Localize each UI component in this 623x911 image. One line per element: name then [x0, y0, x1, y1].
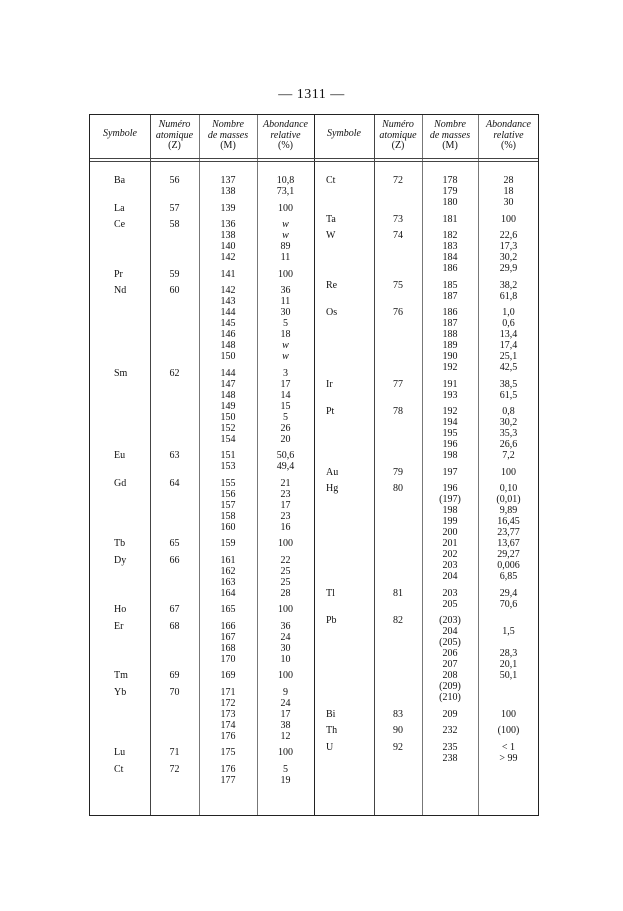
mass-number: 200	[442, 527, 458, 538]
mass-number: 139	[220, 202, 236, 214]
relative-abundance: 10,8	[276, 175, 295, 186]
relative-abundance: 16,45	[497, 516, 520, 527]
relative-abundance: w	[282, 230, 289, 241]
relative-abundance: 17	[280, 499, 291, 511]
relative-abundance: 5	[283, 763, 288, 775]
mass-number: 190	[442, 351, 458, 362]
element-symbol: La	[114, 202, 125, 214]
mass-number: (205)	[439, 637, 461, 648]
atomic-number: 57	[169, 202, 180, 214]
mass-number: 182	[442, 230, 458, 241]
relative-abundance: 35,3	[499, 428, 518, 439]
relative-abundance: > 99	[499, 752, 518, 764]
relative-abundance: 100	[501, 708, 516, 720]
atomic-number: 90	[393, 725, 403, 736]
relative-abundance: 9	[283, 686, 288, 698]
mass-number: 203	[442, 587, 458, 599]
element-symbol: Ir	[326, 378, 333, 390]
atomic-number: 75	[393, 279, 403, 291]
relative-abundance: 13,67	[497, 538, 520, 549]
header-symbole-left: Symbole	[103, 128, 137, 139]
mass-number: 144	[220, 367, 236, 379]
relative-abundance: 38,2	[499, 279, 518, 291]
mass-number: 171	[220, 686, 236, 698]
mass-number: 186	[442, 263, 458, 274]
atomic-number: 70	[169, 686, 180, 698]
element-symbol: Sm	[114, 367, 128, 379]
atomic-number: 72	[169, 763, 180, 775]
relative-abundance: 50,6	[276, 450, 295, 461]
element-symbol: Pb	[326, 615, 337, 626]
mass-number: 162	[220, 565, 236, 577]
mass-number: 184	[442, 252, 458, 263]
relative-abundance: 1,0	[502, 307, 515, 318]
relative-abundance: 100	[278, 538, 293, 549]
header-a-right: Abondance relative (%)	[486, 119, 531, 151]
relative-abundance: 100	[278, 604, 293, 615]
mass-number: 206	[442, 648, 458, 659]
mass-number: 232	[442, 725, 458, 736]
atomic-number: 67	[169, 604, 180, 615]
mass-number: (203)	[439, 615, 461, 626]
relative-abundance: 23	[280, 510, 291, 522]
atomic-number: 92	[393, 741, 403, 753]
mass-number: 141	[220, 268, 236, 280]
element-symbol: Tl	[326, 587, 335, 599]
relative-abundance: 61,5	[499, 389, 518, 401]
atomic-number: 80	[393, 483, 403, 494]
element-symbol: Gd	[114, 477, 127, 489]
relative-abundance: 7,2	[502, 450, 515, 461]
relative-abundance: 17	[280, 708, 291, 720]
mass-number: 138	[220, 230, 236, 241]
relative-abundance: 21	[280, 477, 291, 489]
atomic-number: 58	[169, 219, 180, 230]
atomic-number: 82	[393, 615, 403, 626]
relative-abundance: 17,3	[499, 241, 518, 252]
mass-number: 174	[220, 719, 236, 731]
relative-abundance: 13,4	[499, 329, 518, 340]
relative-abundance: (100)	[497, 725, 520, 736]
element-symbol: Er	[114, 620, 124, 632]
atomic-number: 81	[393, 587, 403, 599]
element-symbol: Re	[326, 279, 338, 291]
element-symbol: Ct	[114, 763, 124, 775]
relative-abundance: 25	[280, 565, 291, 577]
relative-abundance: 24	[280, 697, 291, 709]
element-symbol: Tm	[114, 670, 128, 681]
atomic-number: 68	[169, 620, 180, 632]
atomic-number: 72	[393, 175, 403, 186]
atomic-number: 77	[393, 378, 403, 390]
mass-number: 149	[220, 400, 236, 412]
atomic-number: 78	[393, 406, 403, 417]
relative-abundance: 30	[503, 197, 514, 208]
mass-number: 189	[442, 340, 458, 351]
relative-abundance: 29,9	[499, 263, 518, 274]
relative-abundance: 89	[280, 241, 291, 252]
element-symbol: W	[326, 230, 336, 241]
relative-abundance: 100	[278, 747, 293, 758]
relative-abundance: 30,2	[499, 417, 518, 428]
mass-number: 157	[220, 499, 236, 511]
relative-abundance: 25	[280, 576, 291, 588]
mass-number: 178	[442, 175, 458, 186]
mass-number: 204	[442, 571, 458, 582]
relative-abundance: 36	[280, 285, 291, 296]
atomic-number: 64	[169, 477, 180, 489]
relative-abundance: 15	[280, 400, 291, 412]
header-a-left: Abondance relative (%)	[263, 119, 308, 151]
mass-number: 137	[220, 175, 236, 186]
relative-abundance: 3	[283, 367, 288, 379]
mass-number: 188	[442, 329, 458, 340]
element-symbol: Th	[326, 725, 338, 736]
relative-abundance: 20,1	[499, 659, 518, 670]
relative-abundance: 100	[501, 213, 516, 225]
mass-number: 181	[442, 213, 458, 225]
mass-number: 170	[220, 653, 236, 665]
element-symbol: Ta	[326, 213, 336, 225]
mass-number: 154	[220, 433, 236, 445]
mass-number: 208	[442, 670, 458, 681]
element-symbol: Au	[326, 466, 339, 478]
mass-number: 179	[442, 186, 458, 197]
relative-abundance: (0,01)	[496, 494, 521, 505]
relative-abundance: < 1	[501, 741, 516, 753]
element-symbol: Ct	[326, 175, 336, 186]
atomic-number: 71	[169, 747, 180, 758]
mass-number: 146	[220, 329, 236, 340]
element-symbol: Pt	[326, 406, 335, 417]
header-z-right: Numéro atomique (Z)	[379, 119, 417, 151]
element-symbol: Tb	[114, 538, 126, 549]
mass-number: 163	[220, 576, 236, 588]
relative-abundance: 30	[280, 642, 291, 654]
mass-number: 187	[442, 318, 458, 329]
mass-number: 152	[220, 422, 236, 434]
relative-abundance: 100	[278, 268, 293, 280]
element-symbol: Lu	[114, 747, 126, 758]
relative-abundance: 6,85	[499, 571, 518, 582]
relative-abundance: w	[282, 340, 289, 351]
mass-number: 172	[220, 697, 236, 709]
isotope-table	[89, 114, 539, 816]
mass-number: 161	[220, 554, 236, 566]
mass-number: 151	[220, 450, 236, 461]
mass-number: 147	[220, 378, 236, 390]
mass-number: 201	[442, 538, 458, 549]
mass-number: 196	[442, 483, 458, 494]
mass-number: 169	[220, 670, 236, 681]
mass-number: 191	[442, 378, 458, 390]
mass-number: 203	[442, 560, 458, 571]
mass-number: 238	[442, 752, 458, 764]
relative-abundance: 22	[280, 554, 291, 566]
mass-number: 150	[220, 351, 236, 362]
mass-number: 173	[220, 708, 236, 720]
relative-abundance: 100	[501, 466, 516, 478]
mass-number: 148	[220, 340, 236, 351]
relative-abundance: 11	[280, 252, 291, 263]
mass-number: 185	[442, 279, 458, 291]
relative-abundance: 61,8	[499, 290, 518, 302]
relative-abundance: 23	[280, 488, 291, 500]
relative-abundance: 5	[283, 411, 288, 423]
atomic-number: 74	[393, 230, 403, 241]
mass-number: 156	[220, 488, 236, 500]
mass-number: 165	[220, 604, 236, 615]
relative-abundance: 22,6	[499, 230, 518, 241]
relative-abundance: 29,4	[499, 587, 518, 599]
mass-number: 192	[442, 406, 458, 417]
relative-abundance: 38	[280, 719, 291, 731]
mass-number: 197	[442, 466, 458, 478]
relative-abundance: 73,1	[276, 186, 295, 197]
relative-abundance: 0,8	[502, 406, 515, 417]
mass-number: 143	[220, 296, 236, 307]
mass-number: 144	[220, 307, 236, 318]
mass-number: 138	[220, 186, 236, 197]
element-symbol: Ho	[114, 604, 127, 615]
relative-abundance: 70,6	[499, 598, 518, 610]
relative-abundance: 0,006	[497, 560, 520, 571]
atomic-number: 73	[393, 213, 403, 225]
relative-abundance: 1,5	[502, 626, 515, 637]
mass-number: 159	[220, 538, 236, 549]
atomic-number: 76	[393, 307, 403, 318]
relative-abundance: 18	[503, 186, 514, 197]
atomic-number: 66	[169, 554, 180, 566]
mass-number: 235	[442, 741, 458, 753]
element-symbol: Ce	[114, 219, 126, 230]
header-m-right: Nombre de masses (M)	[429, 119, 471, 151]
header-rule-2	[90, 161, 538, 162]
relative-abundance: 100	[278, 670, 293, 681]
relative-abundance: 42,5	[499, 362, 518, 373]
relative-abundance: 25,1	[499, 351, 518, 362]
element-symbol: Eu	[114, 450, 126, 461]
header-symbole-right: Symbole	[327, 128, 361, 139]
rule-middle	[314, 115, 315, 815]
mass-number: 164	[220, 587, 236, 599]
element-symbol: Nd	[114, 285, 127, 296]
mass-number: 166	[220, 620, 236, 632]
mass-number: 187	[442, 290, 458, 302]
mass-number: 195	[442, 428, 458, 439]
relative-abundance: 26	[280, 422, 291, 434]
mass-number: 140	[220, 241, 236, 252]
relative-abundance: 18	[280, 329, 291, 340]
mass-number: 183	[442, 241, 458, 252]
mass-number: 192	[442, 362, 458, 373]
header-z-left: Numéro atomique (Z)	[155, 119, 194, 151]
element-symbol: Ba	[114, 175, 126, 186]
mass-number: 158	[220, 510, 236, 522]
mass-number: 176	[220, 730, 236, 742]
element-symbol: Dy	[114, 554, 127, 566]
mass-number: 167	[220, 631, 236, 643]
relative-abundance: 30,2	[499, 252, 518, 263]
atomic-number: 63	[169, 450, 180, 461]
relative-abundance: 28	[503, 175, 514, 186]
relative-abundance: 36	[280, 620, 291, 632]
mass-number: 193	[442, 389, 458, 401]
element-symbol: Yb	[114, 686, 127, 698]
element-symbol: U	[326, 741, 334, 753]
page-number: — 1311 —	[278, 87, 345, 102]
mass-number: 150	[220, 411, 236, 423]
relative-abundance: 5	[283, 318, 288, 329]
relative-abundance: 0,6	[502, 318, 515, 329]
relative-abundance: 17	[280, 378, 291, 390]
mass-number: 142	[220, 252, 236, 263]
atomic-number: 59	[169, 268, 180, 280]
mass-number: 194	[442, 417, 458, 428]
relative-abundance: 28	[280, 587, 291, 599]
mass-number: 142	[220, 285, 236, 296]
mass-number: 209	[442, 708, 458, 720]
element-symbol: Hg	[326, 483, 339, 494]
atomic-number: 65	[169, 538, 180, 549]
mass-number: 160	[220, 521, 236, 533]
mass-number: 155	[220, 477, 236, 489]
mass-number: 207	[442, 659, 458, 670]
mass-number: 175	[220, 747, 236, 758]
mass-number: 148	[220, 389, 236, 401]
relative-abundance: 28,3	[499, 648, 518, 659]
header-rule-1	[90, 158, 538, 159]
mass-number: 145	[220, 318, 236, 329]
relative-abundance: 9,89	[499, 505, 518, 516]
relative-abundance: 38,5	[499, 378, 518, 390]
mass-number: 177	[220, 774, 236, 786]
atomic-number: 62	[169, 367, 180, 379]
mass-number: 205	[442, 598, 458, 610]
relative-abundance: 16	[280, 521, 291, 533]
relative-abundance: 0,10	[499, 483, 518, 494]
atomic-number: 79	[393, 466, 403, 478]
relative-abundance: 24	[280, 631, 291, 643]
mass-number: 202	[442, 549, 458, 560]
mass-number: 204	[442, 626, 458, 637]
element-symbol: Pr	[114, 268, 123, 280]
mass-number: 136	[220, 219, 236, 230]
header-m-left: Nombre de masses (M)	[207, 119, 249, 151]
relative-abundance: 49,4	[276, 461, 295, 472]
atomic-number: 60	[169, 285, 180, 296]
relative-abundance: 10	[280, 653, 291, 665]
element-symbol: Bi	[326, 708, 336, 720]
element-symbol: Os	[326, 307, 338, 318]
atomic-number: 83	[393, 708, 403, 720]
relative-abundance: 17,4	[499, 340, 518, 351]
atomic-number: 69	[169, 670, 180, 681]
mass-number: 198	[442, 450, 458, 461]
relative-abundance: 29,27	[497, 549, 520, 560]
relative-abundance: 100	[278, 202, 293, 214]
relative-abundance: 23,77	[497, 527, 520, 538]
relative-abundance: 19	[280, 774, 291, 786]
mass-number: 186	[442, 307, 458, 318]
atomic-number: 56	[169, 175, 180, 186]
relative-abundance: 12	[280, 730, 291, 742]
relative-abundance: 30	[280, 307, 291, 318]
relative-abundance: 50,1	[499, 670, 518, 681]
relative-abundance: 11	[280, 296, 291, 307]
mass-number: 198	[442, 505, 458, 516]
mass-number: 180	[442, 197, 458, 208]
relative-abundance: w	[282, 219, 289, 230]
relative-abundance: w	[282, 351, 289, 362]
relative-abundance: 20	[280, 433, 291, 445]
mass-number: (210)	[439, 692, 461, 703]
relative-abundance: 26,6	[499, 439, 518, 450]
mass-number: 168	[220, 642, 236, 654]
mass-number: 196	[442, 439, 458, 450]
relative-abundance: 14	[280, 389, 291, 401]
mass-number: (197)	[439, 494, 461, 505]
mass-number: 176	[220, 763, 236, 775]
mass-number: (209)	[439, 681, 461, 692]
mass-number: 153	[220, 461, 236, 472]
mass-number: 199	[442, 516, 458, 527]
